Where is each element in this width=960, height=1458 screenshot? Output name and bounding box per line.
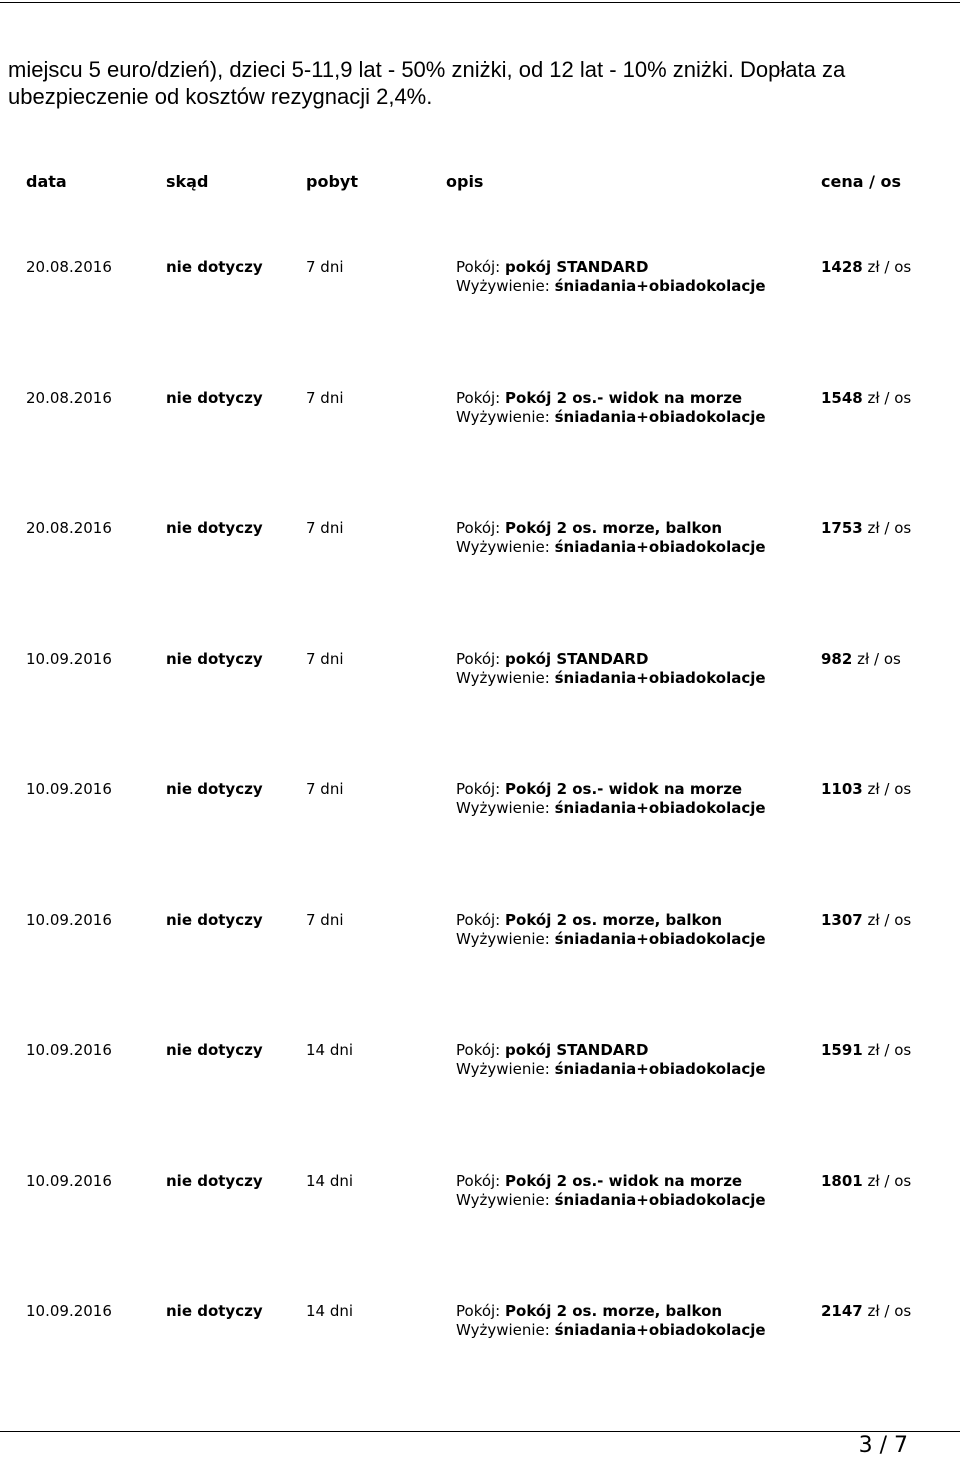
row-stay: 7 dni [306, 258, 344, 276]
row-stay: 7 dni [306, 911, 344, 929]
table-row [0, 1302, 960, 1346]
row-date: 10.09.2016 [26, 1041, 112, 1059]
price-suffix: zł / os [867, 1041, 912, 1059]
row-price [821, 258, 911, 277]
row-description [456, 650, 766, 688]
table-row [0, 519, 960, 563]
price-value: 1591 [821, 1041, 863, 1059]
row-price [821, 519, 911, 538]
price-suffix: zł / os [867, 1172, 912, 1190]
board-value: śniadania+obiadokolacje [554, 277, 766, 295]
room-value: pokój STANDARD [505, 258, 649, 276]
table-row [0, 1172, 960, 1216]
row-stay: 7 dni [306, 519, 344, 537]
room-label: Pokój: [456, 1302, 501, 1320]
price-suffix: zł / os [867, 519, 912, 537]
board-label: Wyżywienie: [456, 1060, 550, 1078]
board-label: Wyżywienie: [456, 277, 550, 295]
board-label: Wyżywienie: [456, 1191, 550, 1209]
row-date: 10.09.2016 [26, 911, 112, 929]
room-label: Pokój: [456, 1041, 501, 1059]
row-date: 10.09.2016 [26, 650, 112, 668]
row-from: nie dotyczy [166, 519, 263, 537]
room-value: Pokój 2 os.- widok na morze [505, 389, 743, 407]
row-stay: 7 dni [306, 389, 344, 407]
footer-rule [0, 1431, 960, 1432]
row-from: nie dotyczy [166, 650, 263, 668]
room-label: Pokój: [456, 780, 501, 798]
row-description [456, 389, 766, 427]
row-stay: 7 dni [306, 780, 344, 798]
row-date: 20.08.2016 [26, 389, 112, 407]
row-price [821, 1302, 911, 1321]
intro-paragraph [8, 56, 953, 110]
price-suffix: zł / os [867, 1302, 912, 1320]
table-row [0, 258, 960, 302]
row-price [821, 1041, 911, 1060]
room-label: Pokój: [456, 519, 501, 537]
price-suffix: zł / os [857, 650, 901, 668]
row-description [456, 1041, 766, 1079]
room-value: pokój STANDARD [505, 1041, 649, 1059]
price-value: 982 [821, 650, 853, 668]
header-pobyt: pobyt [306, 172, 358, 191]
row-price [821, 911, 911, 930]
table-header [0, 172, 960, 196]
room-label: Pokój: [456, 911, 501, 929]
board-value: śniadania+obiadokolacje [554, 1321, 766, 1339]
room-value: Pokój 2 os. morze, balkon [505, 519, 723, 537]
row-price [821, 650, 901, 669]
row-from: nie dotyczy [166, 258, 263, 276]
price-value: 1801 [821, 1172, 863, 1190]
board-value: śniadania+obiadokolacje [554, 538, 766, 556]
room-label: Pokój: [456, 1172, 501, 1190]
row-date: 10.09.2016 [26, 1302, 112, 1320]
row-description [456, 258, 766, 296]
room-value: Pokój 2 os. morze, balkon [505, 911, 723, 929]
page-number: 3 / 7 [858, 1433, 908, 1458]
price-value: 1103 [821, 780, 863, 798]
board-label: Wyżywienie: [456, 408, 550, 426]
price-value: 1548 [821, 389, 863, 407]
row-from: nie dotyczy [166, 911, 263, 929]
row-stay: 14 dni [306, 1041, 354, 1059]
top-rule [0, 2, 960, 3]
room-value: Pokój 2 os.- widok na morze [505, 780, 743, 798]
board-value: śniadania+obiadokolacje [554, 669, 766, 687]
header-opis: opis [446, 172, 484, 191]
row-description [456, 519, 766, 557]
price-suffix: zł / os [867, 911, 912, 929]
intro-line-2: ubezpieczenie od kosztów rezygnacji 2,4%. [8, 84, 433, 109]
board-label: Wyżywienie: [456, 799, 550, 817]
row-description [456, 780, 766, 818]
board-label: Wyżywienie: [456, 930, 550, 948]
row-stay: 14 dni [306, 1302, 354, 1320]
room-label: Pokój: [456, 389, 501, 407]
price-value: 1428 [821, 258, 863, 276]
row-description [456, 1172, 766, 1210]
header-skad: skąd [166, 172, 209, 191]
header-cena: cena / os [821, 172, 902, 191]
row-description [456, 1302, 766, 1340]
board-value: śniadania+obiadokolacje [554, 1191, 766, 1209]
price-value: 1307 [821, 911, 863, 929]
price-value: 1753 [821, 519, 863, 537]
row-description [456, 911, 766, 949]
row-price [821, 780, 911, 799]
row-date: 10.09.2016 [26, 1172, 112, 1190]
row-price [821, 389, 911, 408]
board-label: Wyżywienie: [456, 1321, 550, 1339]
board-value: śniadania+obiadokolacje [554, 930, 766, 948]
table-row [0, 1041, 960, 1085]
room-value: Pokój 2 os. morze, balkon [505, 1302, 723, 1320]
table-row [0, 911, 960, 955]
room-value: Pokój 2 os.- widok na morze [505, 1172, 743, 1190]
room-label: Pokój: [456, 650, 501, 668]
row-from: nie dotyczy [166, 1172, 263, 1190]
board-label: Wyżywienie: [456, 669, 550, 687]
row-from: nie dotyczy [166, 780, 263, 798]
row-stay: 14 dni [306, 1172, 354, 1190]
row-from: nie dotyczy [166, 389, 263, 407]
row-price [821, 1172, 911, 1191]
table-row [0, 780, 960, 824]
board-value: śniadania+obiadokolacje [554, 799, 766, 817]
price-suffix: zł / os [867, 780, 912, 798]
row-date: 20.08.2016 [26, 519, 112, 537]
price-value: 2147 [821, 1302, 863, 1320]
board-label: Wyżywienie: [456, 538, 550, 556]
board-value: śniadania+obiadokolacje [554, 1060, 766, 1078]
table-row [0, 650, 960, 694]
room-label: Pokój: [456, 258, 501, 276]
header-data: data [26, 172, 67, 191]
row-date: 10.09.2016 [26, 780, 112, 798]
board-value: śniadania+obiadokolacje [554, 408, 766, 426]
table-row [0, 389, 960, 433]
intro-line-1: miejscu 5 euro/dzień), dzieci 5-11,9 lat - 50% zniżki, od 12 lat - 10% zniżki. Dopłata za [8, 57, 846, 82]
row-stay: 7 dni [306, 650, 344, 668]
row-from: nie dotyczy [166, 1041, 263, 1059]
price-suffix: zł / os [867, 258, 912, 276]
price-suffix: zł / os [867, 389, 912, 407]
room-value: pokój STANDARD [505, 650, 649, 668]
row-date: 20.08.2016 [26, 258, 112, 276]
row-from: nie dotyczy [166, 1302, 263, 1320]
